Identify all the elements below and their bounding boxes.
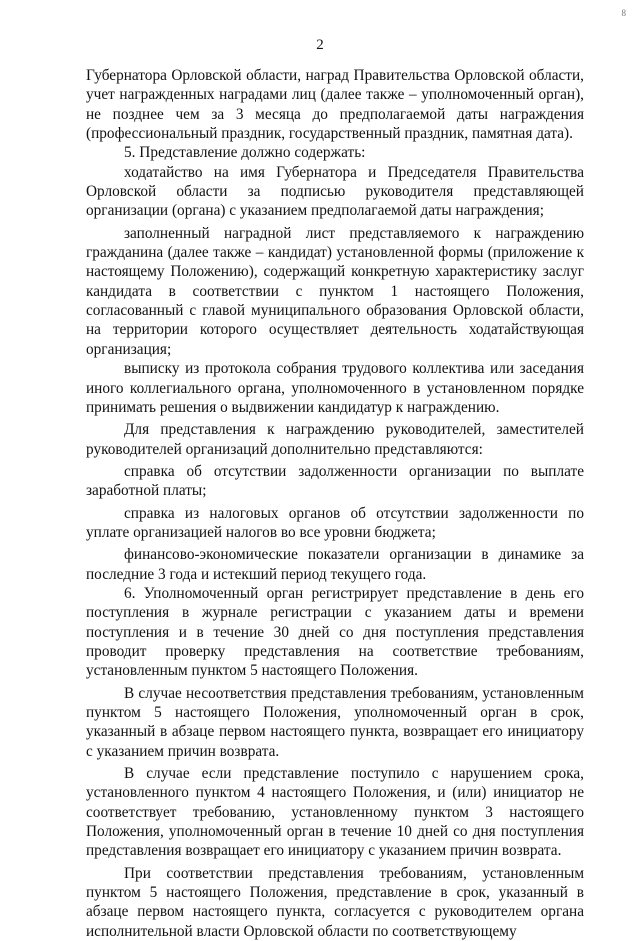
paragraph-petition: ходатайство на имя Губернатора и Председателя Правительства Орловской области за подписью руководителя представляющей организации (органа) с указанием предполагаемой даты награждения; <box>86 163 584 220</box>
paragraph-managers-additional: Для представления к награждению руководителей, заместителей руководителей организаций дополнительно представляются: <box>86 421 584 458</box>
paragraph-financial-indicators: финансово-экономические показатели организации в динамике за последние 3 года и истекший период текущего года. <box>86 546 584 583</box>
paragraph-salary-certificate: справка об отсутствии задолженности организации по выплате заработной платы; <box>86 462 584 500</box>
paragraph-award-sheet: заполненный наградной лист представляемого к награждению гражданина (далее также – кандидат) установленной формы (приложение к настоящему Положению), содержащий конкретную характеристику заслуг кандидата в соответствии с пунктом 1 настоящего Положения, согласованный с главой муниципального образования Орловской области, на территории которого осуществляет деятельность ходатайствующая организация; <box>86 224 584 358</box>
paragraph-conformity-approval: При соответствии представления требованиям, установленным пунктом 5 настоящего Положения, представление в срок, указанный в абзаце первом настоящего пункта, согласуется с руководителем органа исполнительной власти Орловской области по соответствующему <box>86 864 584 940</box>
page-number: 2 <box>316 37 324 53</box>
paragraph-nonconformity-return: В случае несоответствия представления требованиям, установленным пунктом 5 настоящего Положения, уполномоченный орган в срок, указанный в абзаце первом настоящего пункта, возвращает его инициатору с указанием причин возврата. <box>86 684 584 760</box>
paragraph-tax-certificate: справка из налоговых органов об отсутствии задолженности по уплате организацией налогов во все уровни бюджета; <box>86 504 584 541</box>
paragraph-protocol-extract: выписку из протокола собрания трудового коллектива или заседания иного коллегиального органа, уполномоченного в установленном порядке принимать решения о выдвижении кандидатур к награждению. <box>86 360 584 416</box>
paragraph-item-5-heading: 5. Представление должно содержать: <box>124 144 366 162</box>
paragraph-item-6-registration: 6. Уполномоченный орган регистрирует представление в день его поступления в журнале регистрации с указанием даты и времени поступления и в течение 30 дней со дня поступления представления проводит проверку представления на соответствие требованиям, установленным пунктом 5 настоящего Положения. <box>86 584 584 680</box>
document-body <box>86 66 584 941</box>
corner-scan-mark: 8 <box>621 8 626 18</box>
paragraph-continuation: Губернатора Орловской области, наград Правительства Орловской области, учет награжденных наградами лиц (далее также – уполномоченный орган), не позднее чем за 3 месяца до предполагаемой даты награждения (профессиональный праздник, государственный праздник, памятная дата). <box>86 67 584 143</box>
paragraph-late-submission-return: В случае если представление поступило с нарушением срока, установленного пунктом 4 настоящего Положения, и (или) инициатор не соответствует требованию, установленному пунктом 3 настоящего Положения, уполномоченный орган в течение 10 дней со дня поступления представления возвращает его инициатору с указанием причин возврата. <box>86 765 584 860</box>
